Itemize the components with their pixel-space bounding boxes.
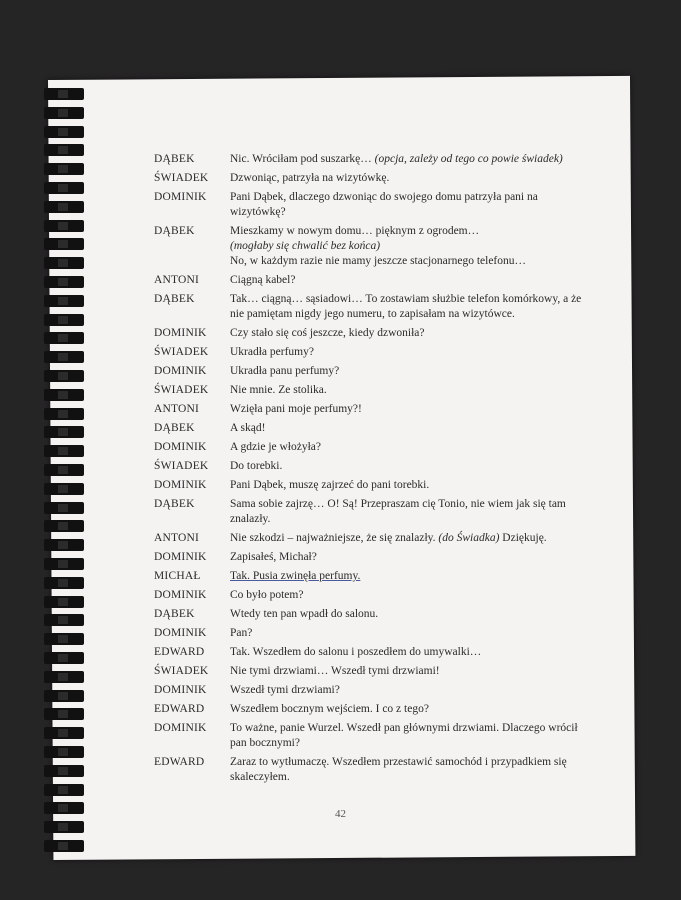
binding-ring <box>44 746 84 758</box>
dialogue-line <box>230 626 594 641</box>
speaker-name: DOMINIK <box>154 722 207 734</box>
speaker-name: ANTONI <box>154 274 200 286</box>
line-text: Sama sobie zajrzę… O! Są! Przepraszam cię Tonio, nie wiem jak się tam znalazły. <box>230 498 566 525</box>
line-text: Wtedy ten pan wpadł do salonu. <box>230 608 379 620</box>
speaker-name: DOMINIK <box>154 327 207 339</box>
line-text: Czy stało się coś jeszcze, kiedy dzwoniła? <box>230 327 425 339</box>
line-text: Ukradła panu perfumy? <box>230 365 340 377</box>
line-text: Zapisałeś, Michał? <box>230 551 317 563</box>
speaker-name: DOMINIK <box>154 627 207 639</box>
line-text: Nic. Wróciłam pod suszarkę… <box>230 153 375 165</box>
line-text-continued: No, w każdym razie nie mamy jeszcze stacjonarnego telefonu… <box>230 255 527 267</box>
dialogue-row <box>154 459 594 474</box>
binding-ring <box>44 821 84 833</box>
dialogue-row <box>154 497 594 527</box>
line-text: Mieszkamy w nowym domu… pięknym z ogrodem… <box>230 225 480 237</box>
binding-ring <box>44 201 84 213</box>
dialogue-row <box>154 326 594 341</box>
binding-ring <box>44 257 84 269</box>
binding-ring <box>44 238 84 250</box>
dialogue-line <box>230 364 594 379</box>
line-text: Wszedłem bocznym wejściem. I co z tego? <box>230 703 429 715</box>
dialogue-row <box>154 702 594 717</box>
binding-ring <box>44 426 84 438</box>
speaker-name: EDWARD <box>154 756 205 768</box>
line-text: Pan? <box>230 627 253 639</box>
line-text: Tak. Wszedłem do salonu i poszedłem do umywalki… <box>230 646 482 658</box>
dialogue-row <box>154 171 594 186</box>
dialogue-row <box>154 478 594 493</box>
line-text: Ukradła perfumy? <box>230 346 314 358</box>
dialogue-row <box>154 421 594 436</box>
speaker-name: DĄBEK <box>154 498 195 510</box>
binding-ring <box>44 144 84 156</box>
dialogue-row <box>154 152 594 167</box>
binding-ring <box>44 671 84 683</box>
dialogue-line <box>230 531 594 546</box>
dialogue-line <box>230 421 594 436</box>
dialogue-row <box>154 721 594 751</box>
dialogue-row <box>154 224 594 269</box>
speaker-name: DOMINIK <box>154 479 207 491</box>
speaker-name: DĄBEK <box>154 422 195 434</box>
speaker-name: EDWARD <box>154 646 205 658</box>
line-text: Zaraz to wytłumaczę. Wszedłem przestawić samochód i przypadkiem się skaleczyłem. <box>230 756 567 783</box>
binding-ring <box>44 351 84 363</box>
binding-ring <box>44 107 84 119</box>
speaker-name: DĄBEK <box>154 225 195 237</box>
dialogue-row <box>154 626 594 641</box>
line-text: Nie tymi drzwiami… Wszedł tymi drzwiami! <box>230 665 440 677</box>
line-text: Wszedł tymi drzwiami? <box>230 684 340 696</box>
speaker-name: DOMINIK <box>154 441 207 453</box>
line-text-continued: Dziękuję. <box>499 532 547 544</box>
line-text: Wzięła pani moje perfumy?! <box>230 403 362 415</box>
dialogue-row <box>154 383 594 398</box>
dialogue-row <box>154 550 594 565</box>
speaker-name: DOMINIK <box>154 365 207 377</box>
binding-ring <box>44 314 84 326</box>
speaker-name: MICHAŁ <box>154 570 201 582</box>
dialogue-line <box>230 345 594 360</box>
binding-ring <box>44 633 84 645</box>
dialogue-row <box>154 664 594 679</box>
binding-ring <box>44 389 84 401</box>
stage-direction: (opcja, zależy od tego co powie świadek) <box>374 153 563 165</box>
dialogue-line <box>230 459 594 474</box>
dialogue-line <box>230 664 594 679</box>
binding-ring <box>44 840 84 852</box>
binding-ring <box>44 596 84 608</box>
dialogue-row <box>154 292 594 322</box>
dialogue-row <box>154 440 594 455</box>
binding-ring <box>44 802 84 814</box>
binding-ring <box>44 88 84 100</box>
speaker-name: ANTONI <box>154 403 200 415</box>
dialogue-row <box>154 683 594 698</box>
script-dialogue <box>154 152 594 789</box>
dialogue-row <box>154 569 594 584</box>
binding-ring <box>44 163 84 175</box>
speaker-name: DĄBEK <box>154 608 195 620</box>
dialogue-line <box>230 292 594 322</box>
dialogue-row <box>154 190 594 220</box>
line-text: Nie mnie. Ze stolika. <box>230 384 327 396</box>
dialogue-line <box>230 569 594 584</box>
line-text: Pani Dąbek, muszę zajrzeć do pani torebki. <box>230 479 430 491</box>
binding-ring <box>44 708 84 720</box>
binding-ring <box>44 370 84 382</box>
binding-ring <box>44 539 84 551</box>
binding-ring <box>44 614 84 626</box>
speaker-name: EDWARD <box>154 703 205 715</box>
line-text: Co było potem? <box>230 589 304 601</box>
dialogue-line <box>230 152 594 167</box>
dialogue-line <box>230 383 594 398</box>
speaker-name: ŚWIADEK <box>154 346 209 358</box>
binding-ring <box>44 332 84 344</box>
binding-ring <box>44 464 84 476</box>
speaker-name: ANTONI <box>154 532 200 544</box>
speaker-name: DOMINIK <box>154 589 207 601</box>
binding-ring <box>44 502 84 514</box>
binding-ring <box>44 520 84 532</box>
dialogue-line <box>230 683 594 698</box>
dialogue-line <box>230 402 594 417</box>
speaker-name: DĄBEK <box>154 153 195 165</box>
binding-ring <box>44 558 84 570</box>
dialogue-row <box>154 645 594 660</box>
dialogue-row <box>154 531 594 546</box>
dialogue-line <box>230 721 594 751</box>
speaker-name: ŚWIADEK <box>154 460 209 472</box>
dialogue-row <box>154 345 594 360</box>
binding-ring <box>44 276 84 288</box>
spiral-binding <box>44 88 84 858</box>
stage-direction: (do Świadka) <box>438 532 500 544</box>
dialogue-line <box>230 645 594 660</box>
speaker-name: DOMINIK <box>154 551 207 563</box>
dialogue-row <box>154 273 594 288</box>
speaker-name: DOMINIK <box>154 684 207 696</box>
dialogue-line <box>230 497 594 527</box>
dialogue-line <box>230 273 594 288</box>
binding-ring <box>44 126 84 138</box>
dialogue-row <box>154 755 594 785</box>
binding-ring <box>44 690 84 702</box>
binding-ring <box>44 408 84 420</box>
binding-ring <box>44 577 84 589</box>
dialogue-line <box>230 224 594 269</box>
speaker-name: DĄBEK <box>154 293 195 305</box>
line-text: Ciągną kabel? <box>230 274 296 286</box>
line-text: Tak… ciągną… sąsiadowi… To zostawiam służbie telefon komórkowy, a że nie pamiętam nigdy jego numeru, to zapisałam na wizytówce. <box>230 293 582 320</box>
dialogue-line <box>230 190 594 220</box>
binding-ring <box>44 765 84 777</box>
line-text: Do torebki. <box>230 460 283 472</box>
line-text: To ważne, panie Wurzel. Wszedł pan głównymi drzwiami. Dlaczego wrócił pan bocznymi? <box>230 722 578 749</box>
line-text: A gdzie je włożyła? <box>230 441 322 453</box>
line-text: Pani Dąbek, dlaczego dzwoniąc do swojego domu patrzyła pani na wizytówkę? <box>230 191 538 218</box>
dialogue-line <box>230 755 594 785</box>
line-text: Nie szkodzi – najważniejsze, że się znalazły. <box>230 532 439 544</box>
dialogue-row <box>154 607 594 622</box>
dialogue-line <box>230 550 594 565</box>
dialogue-row <box>154 588 594 603</box>
stage-direction: (mogłaby się chwalić bez końca) <box>230 240 381 252</box>
dialogue-line <box>230 607 594 622</box>
line-text: A skąd! <box>230 422 266 434</box>
dialogue-line <box>230 171 594 186</box>
binding-ring <box>44 727 84 739</box>
binding-ring <box>44 483 84 495</box>
dialogue-line <box>230 702 594 717</box>
line-text: Dzwoniąc, patrzyła na wizytówkę. <box>230 172 390 184</box>
binding-ring <box>44 295 84 307</box>
binding-ring <box>44 182 84 194</box>
binding-ring <box>44 784 84 796</box>
binding-ring <box>44 445 84 457</box>
binding-ring <box>44 220 84 232</box>
dialogue-line <box>230 588 594 603</box>
dialogue-row <box>154 364 594 379</box>
dialogue-line <box>230 478 594 493</box>
speaker-name: ŚWIADEK <box>154 172 209 184</box>
binding-ring <box>44 652 84 664</box>
dialogue-line <box>230 326 594 341</box>
line-text: Tak. Pusia zwinęła perfumy. <box>230 570 361 582</box>
speaker-name: DOMINIK <box>154 191 207 203</box>
dialogue-row <box>154 402 594 417</box>
dialogue-line <box>230 440 594 455</box>
page-number: 42 <box>335 808 346 820</box>
speaker-name: ŚWIADEK <box>154 665 209 677</box>
speaker-name: ŚWIADEK <box>154 384 209 396</box>
